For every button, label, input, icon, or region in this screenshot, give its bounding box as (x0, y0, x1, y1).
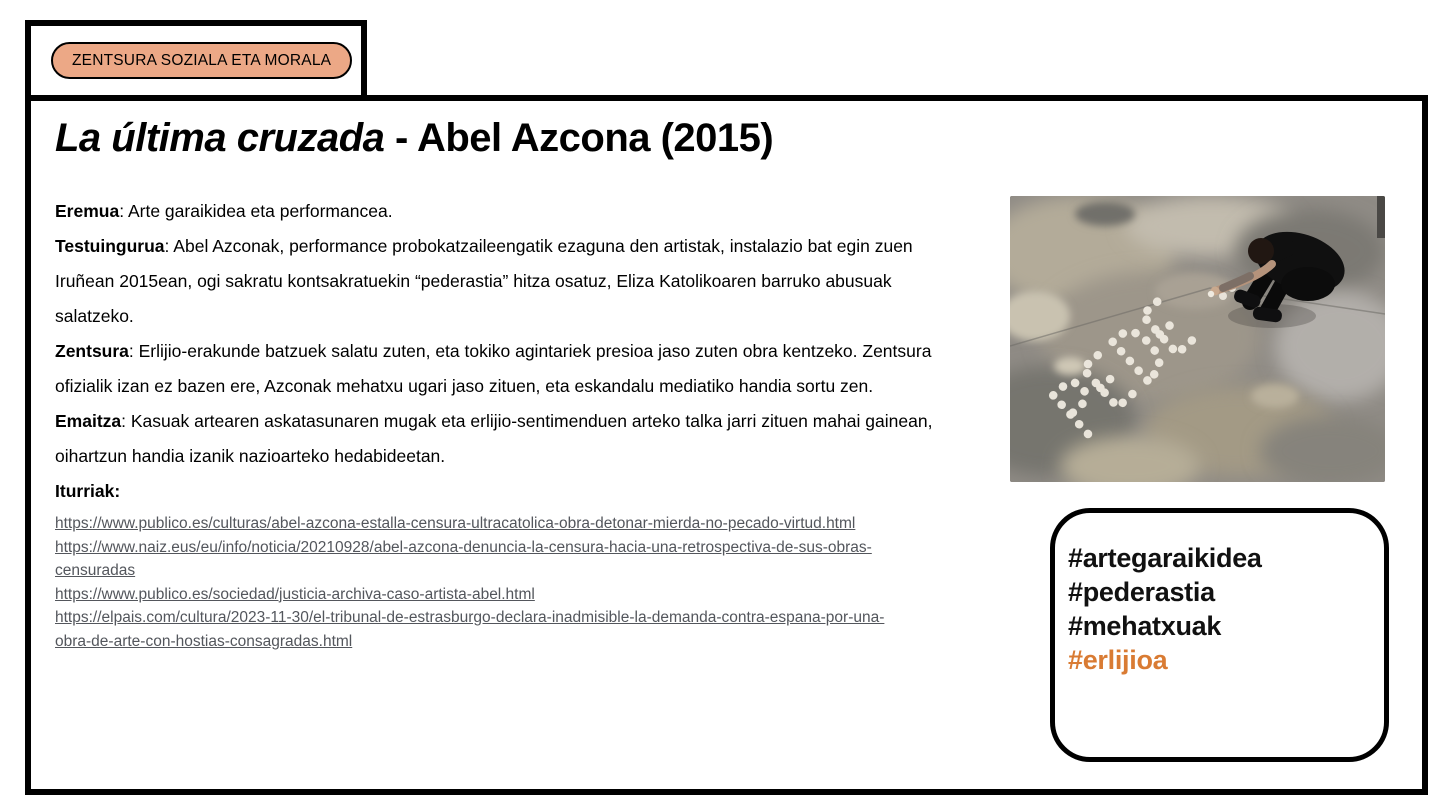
category-tag: ZENTSURA SOZIALA ETA MORALA (51, 42, 352, 79)
paragraph-text: : Abel Azconak, performance probokatzaileengatik ezaguna den artistak, instalazio bat egin zuen Iruñean 2015ean, ogi sakratu kontsakratuekin “pederastia” hitza osatuz, Eliza Katolikoaren barruko abusuak salatzeko. (55, 236, 913, 326)
title-work-name: La última cruzada (55, 116, 385, 160)
hashtag-mehatxuak: #mehatxuak (1068, 611, 1222, 641)
hashtag-artegaraikidea: #artegaraikidea (1068, 543, 1262, 573)
source-links (55, 509, 917, 653)
source-link[interactable]: https://elpais.com/cultura/2023-11-30/el-tribunal-de-estrasburgo-declara-inadmisible-la-demanda-contra-espana-por-una-obra-de-arte-con-hostias-consagradas.html (55, 609, 885, 650)
page-title (55, 116, 773, 161)
source-link[interactable]: https://www.publico.es/culturas/abel-azcona-estalla-censura-ultracatolica-obra-detonar-mierda-no-pecado-virtud.html (55, 515, 856, 532)
paragraph-testuingurua (55, 229, 952, 334)
paragraph-label: Emaitza (55, 411, 122, 431)
paragraph-text: : Arte garaikidea eta performancea. (119, 201, 393, 221)
title-suffix: - Abel Azcona (2015) (384, 116, 774, 160)
paragraph-label: Zentsura (55, 341, 129, 361)
sources-heading: Iturriak: (55, 481, 121, 501)
paragraph-label: Eremua (55, 201, 120, 221)
category-tag-box (25, 20, 367, 101)
source-link[interactable]: https://www.publico.es/sociedad/justicia-archiva-caso-artista-abel.html (55, 585, 535, 603)
paragraph-zentsura (55, 334, 952, 404)
paragraph-label: Testuingurua (55, 236, 165, 256)
concrete-floor (1010, 196, 1385, 482)
body-text (55, 194, 952, 653)
performance-photo-art (1010, 196, 1385, 482)
source-link[interactable]: https://www.naiz.eus/eu/info/noticia/20210928/abel-azcona-denuncia-la-censura-hacia-una-retrospectiva-de-sus-obras-censuradas (55, 538, 872, 579)
paragraph-eremua (55, 194, 952, 229)
artist-head (1248, 238, 1274, 264)
paragraph-emaitza (55, 404, 952, 474)
hashtag-box (1050, 508, 1389, 762)
paragraph-text: : Kasuak artearen askatasunaren mugak eta erlijio-sentimenduen arteko talka jarri zituen mahai gainean, oihartzun handia izanik nazioarteko hedabideetan. (55, 411, 933, 466)
paragraph-text: : Erlijio-erakunde batzuek salatu zuten, eta tokiko agintariek presioa jaso zuten obra kentzeko. Zentsura ofizialik izan ez bazen ere, Azconak mehatxu ugari jaso zituen, eta eskandalu mediatiko handia sortu zen. (55, 341, 932, 396)
hashtag-pederastia: #pederastia (1068, 577, 1215, 607)
hashtag-erlijioa: #erlijioa (1068, 645, 1168, 675)
performance-photo (1010, 196, 1385, 482)
